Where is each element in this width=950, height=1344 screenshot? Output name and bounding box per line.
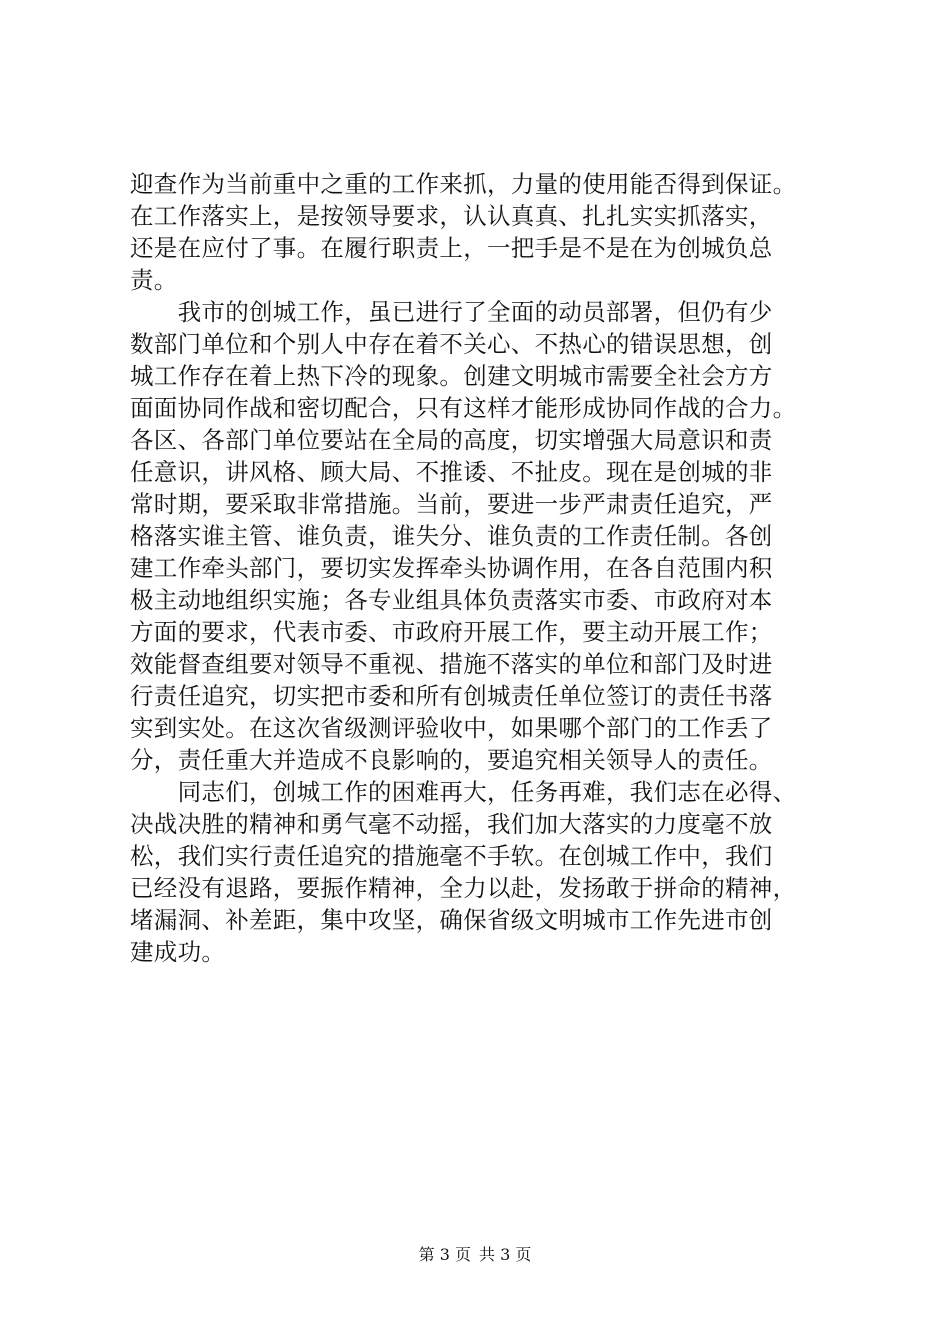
text-line: 城工作存在着上热下冷的现象。创建文明城市需要全社会方方 [130,362,773,390]
text-line: 已经没有退路，要振作精神，全力以赴，发扬敢于拼命的精神， [130,874,797,902]
text-line: 行责任追究，切实把市委和所有创城责任单位签订的责任书落 [130,682,773,710]
text-line: 各区、各部门单位要站在全局的高度，切实增强大局意识和责 [130,426,773,454]
text-line: 常时期，要采取非常措施。当前，要进一步严肃责任追究，严 [130,490,773,518]
text-line: 松，我们实行责任追究的措施毫不手软。在创城工作中，我们 [130,842,773,870]
page-number-total: 共 3 页 [479,1245,532,1264]
text-line: 任意识，讲风格、顾大局、不推诿、不扯皮。现在是创城的非 [130,458,773,486]
text-line: 分，责任重大并造成不良影响的，要追究相关领导人的责任。 [130,746,773,774]
text-line: 建成功。 [130,938,226,966]
text-line: 实到实处。在这次省级测评验收中，如果哪个部门的工作丢了 [130,714,773,742]
text-line: 决战决胜的精神和勇气毫不动摇，我们加大落实的力度毫不放 [130,810,773,838]
text-line: 责。 [130,266,178,294]
text-line: 格落实谁主管、谁负责，谁失分、谁负责的工作责任制。各创 [130,522,773,550]
text-line: 方面的要求，代表市委、市政府开展工作，要主动开展工作； [130,618,773,646]
text-line: 数部门单位和个别人中存在着不关心、不热心的错误思想，创 [130,330,773,358]
body-text [130,168,840,968]
page-number-current: 第 3 页 [418,1245,471,1264]
text-line: 堵漏洞、补差距，集中攻坚，确保省级文明城市工作先进市创 [130,906,773,934]
text-line: 我市的创城工作，虽已进行了全面的动员部署，但仍有少 [130,298,773,326]
text-line: 迎查作为当前重中之重的工作来抓，力量的使用能否得到保证。 [130,170,797,198]
text-line: 同志们，创城工作的困难再大，任务再难，我们志在必得、 [130,778,797,806]
page-footer [0,1245,950,1265]
text-line: 还是在应付了事。在履行职责上，一把手是不是在为创城负总 [130,234,773,262]
text-line: 在工作落实上，是按领导要求，认认真真、扎扎实实抓落实， [130,202,773,230]
text-line: 建工作牵头部门，要切实发挥牵头协调作用，在各自范围内积 [130,554,773,582]
text-line: 极主动地组织实施；各专业组具体负责落实市委、市政府对本 [130,586,773,614]
text-line: 效能督查组要对领导不重视、措施不落实的单位和部门及时进 [130,650,773,678]
text-line: 面面协同作战和密切配合，只有这样才能形成协同作战的合力。 [130,394,797,422]
